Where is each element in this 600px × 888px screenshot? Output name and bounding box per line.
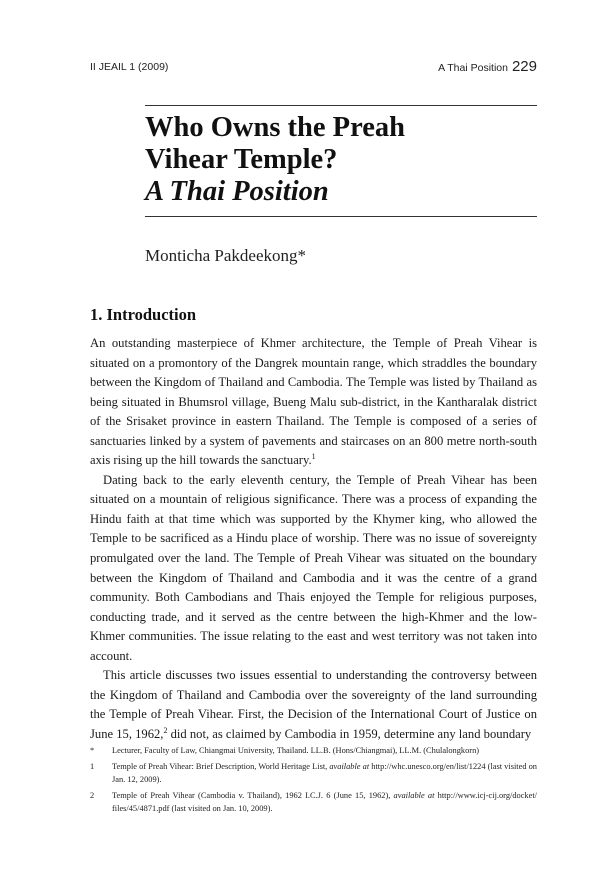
paragraph-1: [90, 334, 537, 471]
title-line-1: Who Owns the Preah: [145, 112, 405, 143]
title-rule-top: [145, 105, 537, 106]
running-header: [90, 58, 537, 78]
footnote-1-text-b: http://whc.unesco.org/en/list/1224 (last visited on Jan. 12, 2009).: [112, 761, 537, 784]
footnote-2-text-b: http://www.icj-cij.org/docket/ files/45/4871.pdf (last visited on Jan. 10, 2009).: [112, 790, 537, 813]
footnote-ref-1: 1: [311, 452, 316, 462]
paragraph-3-text-b: did not, as claimed by Cambodia in 1959, determine any land boundary: [167, 726, 532, 741]
footnote-1-text-a: Temple of Preah Vihear: Brief Description, World Heritage List,: [112, 761, 330, 771]
footnote-ref-2: 2: [163, 725, 168, 735]
short-title: A Thai Position: [438, 62, 508, 74]
title-line-2: Vihear Temple?: [145, 144, 338, 175]
footnote-author: [90, 744, 537, 758]
page-number: 229: [511, 58, 537, 75]
section-heading: 1. Introduction: [90, 305, 197, 324]
footnote-author-text: Lecturer, Faculty of Law, Chiangmai University, Thailand. LL.B. (Hons/Chiangmai), LL.M. (Chulalongkorn): [112, 746, 480, 755]
footnote-1: [90, 760, 537, 787]
author-line: [145, 246, 306, 266]
footnote-mark-star: *: [90, 746, 95, 755]
author-footnote-mark: *: [297, 246, 306, 265]
paragraph-3: [90, 666, 537, 744]
footnote-2-available-at: available at: [393, 790, 435, 800]
paragraph-2: Dating back to the early eleventh century, the Temple of Preah Vihear has been situated on a mountain of religious significance. There was a process of expanding the Hindu faith at that time which was supported by the Khymer king, who allowed the Temple to be sacrificed as a Hindu place of worship. There was no issue of sovereignty promulgated over the land. The Temple of Preah Vihear was situated on the boundary between the Kingdom of Thailand and Cambodia and it was the centre of a grand community. Both Cambodians and Thais enjoyed the Temple for religious purposes, conducting trade, and it served as the centre between the high-Khmer and the low-Khmer communities. The issue relating to the east and west territory was not taken into account.: [90, 472, 537, 663]
footnote-2: [90, 789, 537, 816]
paragraph-3-text-a: This article discusses two issues essential to understanding the controversy between the Kingdom of Thailand and Cambodia over the sovereignty of the land surrounding the Temple of Preah Vihear. First, the Decision of the International Court of Justice on June 15, 1962,: [90, 668, 537, 741]
title-rule-bottom: [145, 216, 537, 217]
article-title: [145, 112, 545, 208]
running-title: [438, 58, 537, 75]
footnotes: [90, 744, 537, 818]
footnote-mark-2: 2: [90, 790, 95, 800]
journal-citation: II JEAIL 1 (2009): [90, 61, 169, 73]
footnote-mark-1: 1: [90, 761, 95, 771]
footnote-2-text-a: Temple of Preah Vihear (Cambodia v. Thailand), 1962 I.C.J. 6 (June 15, 1962),: [112, 790, 394, 800]
body-text: [90, 334, 537, 744]
footnote-1-available-at: available at: [329, 761, 370, 771]
article-subtitle: A Thai Position: [145, 176, 329, 207]
paragraph-1-text: An outstanding masterpiece of Khmer architecture, the Temple of Preah Vihear is situated on a promontory of the Dangrek mountain range, which straddles the boundary between the Kingdom of Thailand and Cambodia. The Temple was listed by Thailand as being situated in Bhumsrol village, Bueng Malu sub-district, in the Kantharalak district of the Srisaket province in eastern Thailand. The Temple is composed of a series of sanctuaries linked by a system of pavements and staircases on an 800 metre north-south axis rising up the hill towards the sanctuary.: [90, 336, 537, 468]
author-name: Monticha Pakdeekong: [145, 246, 298, 265]
